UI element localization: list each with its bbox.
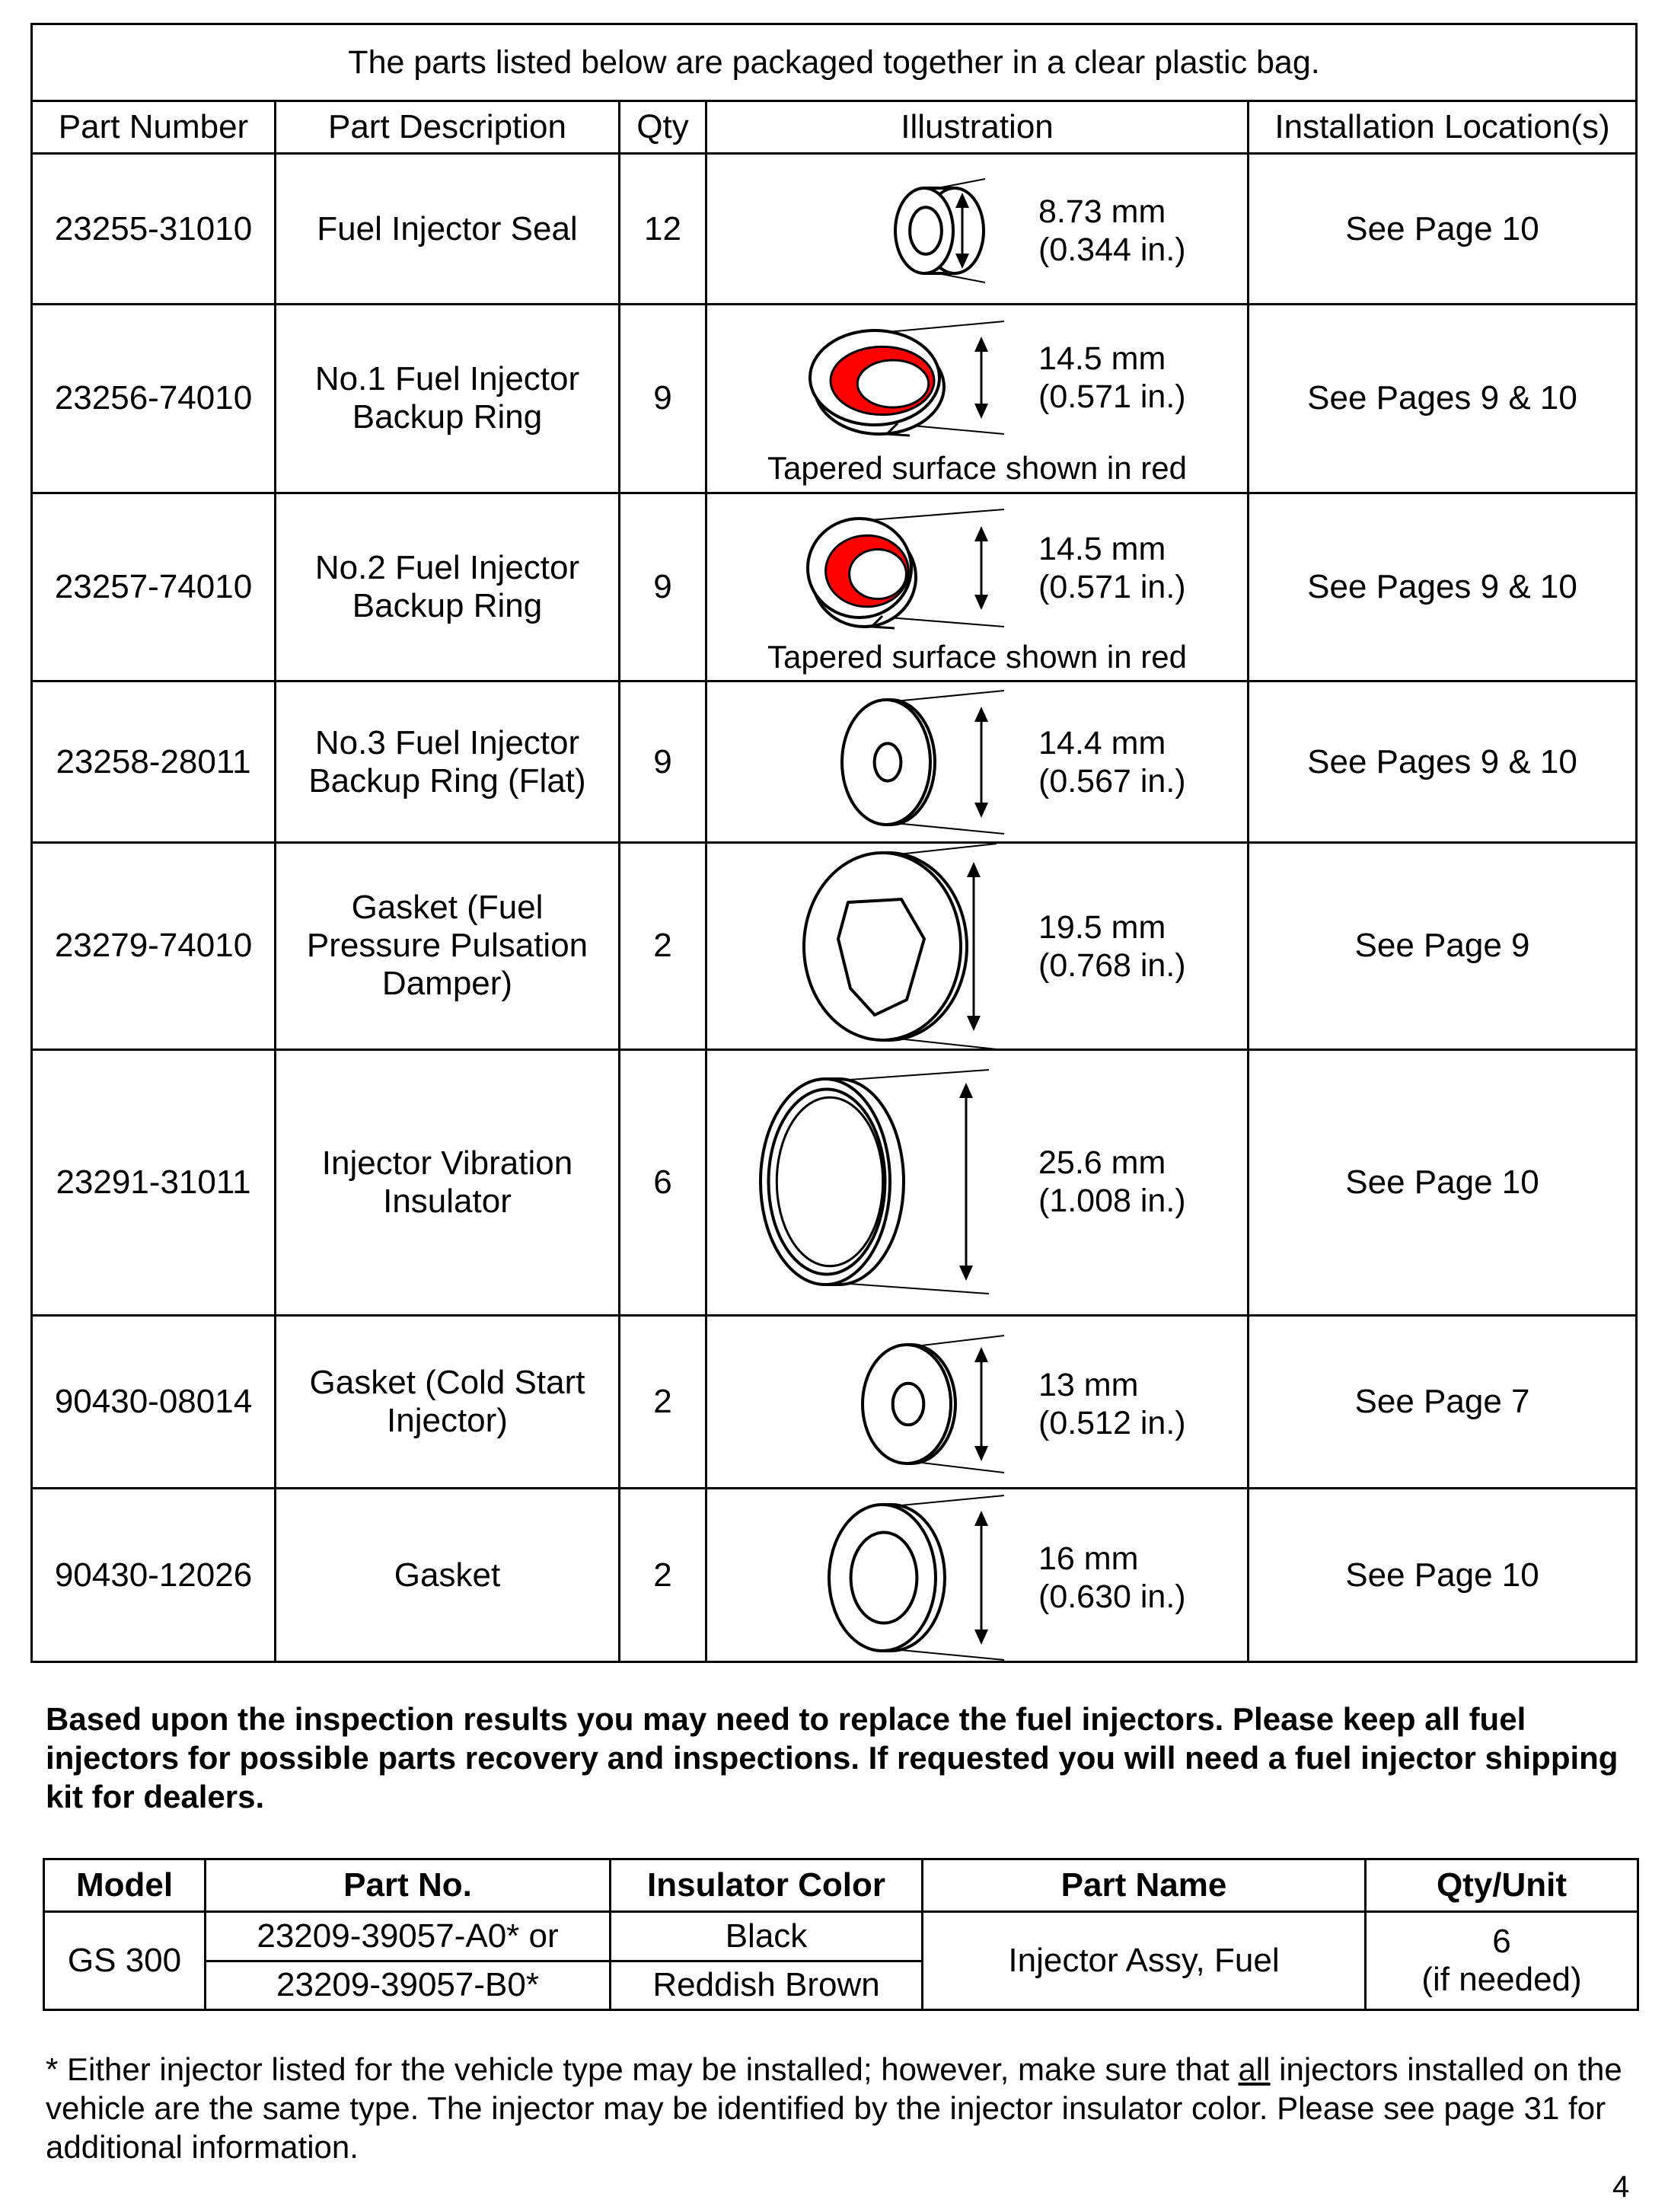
description-line: Gasket (Fuel xyxy=(351,889,544,927)
ring-extension-line-bottom xyxy=(838,1283,989,1294)
installation-location-cell: See Pages 9 & 10 xyxy=(1249,493,1637,681)
header-qty-unit: Qty/Unit xyxy=(1366,1859,1638,1912)
ring-extension-line-top xyxy=(838,1070,989,1080)
part-number-cell: 23257-74010 xyxy=(32,493,276,681)
parts-table-body xyxy=(32,154,1637,1662)
dimension-arrow-head-top xyxy=(974,526,988,541)
part-description-cell xyxy=(276,842,620,1049)
description-line: No.1 Fuel Injector xyxy=(314,360,580,398)
ring-outer-edge xyxy=(829,1505,936,1651)
dimension-in: (0.571 in.) xyxy=(1038,568,1186,605)
dimension-in: (0.344 in.) xyxy=(1038,231,1186,269)
parts-row-90430-12026 xyxy=(32,1489,1637,1662)
header-part-no: Part No. xyxy=(206,1859,611,1912)
ring-extension-line-bottom xyxy=(893,1649,1004,1660)
part-number-cell: 90430-12026 xyxy=(32,1489,276,1662)
dimension-arrow-head-top xyxy=(974,1511,988,1526)
description-line: Damper) xyxy=(381,965,513,1003)
color-b: Reddish Brown xyxy=(611,1961,923,2010)
part-no-b: 23209-39057-B0* xyxy=(206,1961,611,2010)
description-line: Backup Ring xyxy=(352,398,543,436)
parts-table xyxy=(30,23,1638,1663)
part-name-cell: Injector Assy, Fuel xyxy=(923,1912,1366,2010)
installation-location-cell: See Pages 9 & 10 xyxy=(1249,304,1637,493)
description-line: No.2 Fuel Injector xyxy=(314,548,580,586)
ring-extension-line-bottom xyxy=(898,1039,997,1049)
dimension-in: (0.630 in.) xyxy=(1038,1578,1186,1616)
installation-location-cell: See Page 9 xyxy=(1249,842,1637,1049)
ring-outer-edge xyxy=(863,1345,951,1463)
dimension-arrow-head-bottom xyxy=(974,595,988,610)
description-line: Insulator xyxy=(383,1182,512,1220)
parts-row-23256-74010 xyxy=(32,304,1637,493)
dimension-mm: 16 mm xyxy=(1038,1540,1139,1578)
dimension-arrow-head-bottom xyxy=(959,1266,973,1281)
dimension-label xyxy=(1038,1144,1186,1220)
injector-row-a xyxy=(44,1912,1638,1961)
qty-cell: 12 xyxy=(620,154,706,304)
model-cell: GS 300 xyxy=(44,1912,206,2010)
part-description-cell xyxy=(276,681,620,843)
ring-extension-line-top xyxy=(895,691,1004,701)
header-illustration: Illustration xyxy=(706,101,1249,154)
footnote xyxy=(46,2050,1629,2166)
part-description-cell xyxy=(276,154,620,304)
illustration-cell xyxy=(706,1049,1249,1315)
illustration-note: Tapered surface shown in red xyxy=(767,449,1187,486)
dimension-arrow-head-top xyxy=(974,707,988,722)
installation-location-cell: See Page 10 xyxy=(1249,1489,1637,1662)
dimension-arrow-head-top xyxy=(967,862,981,877)
header-model: Model xyxy=(44,1859,206,1912)
ring-extension-line-top xyxy=(916,1336,1004,1346)
ring-outer-edge xyxy=(761,1079,890,1285)
dimension-arrow-head-top xyxy=(974,1347,988,1362)
description-line: Pressure Pulsation xyxy=(306,927,588,965)
part-number-cell: 23256-74010 xyxy=(32,304,276,493)
qty-cell: 6 xyxy=(620,1049,706,1315)
description-line: Injector Vibration xyxy=(321,1144,573,1182)
parts-table-header-row xyxy=(32,101,1637,154)
installation-location-cell: See Pages 9 & 10 xyxy=(1249,681,1637,843)
dimension-in: (0.571 in.) xyxy=(1038,378,1186,415)
ring-extension-line-bottom xyxy=(916,1462,1004,1473)
part-number-cell: 23279-74010 xyxy=(32,842,276,1049)
part-description-cell xyxy=(276,493,620,681)
dimension-in: (0.768 in.) xyxy=(1038,946,1186,984)
installation-location-cell: See Page 7 xyxy=(1249,1315,1637,1489)
qty-cell: 9 xyxy=(620,304,706,493)
header-part-number: Part Number xyxy=(32,101,276,154)
parts-table-caption-row xyxy=(32,24,1637,101)
illustration-cell xyxy=(706,681,1249,843)
ring-extension-line-top xyxy=(893,1495,1004,1506)
dimension-arrow-head-bottom xyxy=(974,1629,988,1645)
dimension-in: (0.512 in.) xyxy=(1038,1404,1186,1441)
ring-extension-line-bottom xyxy=(895,823,1004,834)
parts-row-23279-74010 xyxy=(32,842,1637,1049)
dimension-mm: 13 mm xyxy=(1038,1366,1139,1403)
illustration-cell xyxy=(706,154,1249,304)
header-qty: Qty xyxy=(620,101,706,154)
dimension-arrow-head-bottom xyxy=(967,1016,981,1031)
injector-table-header-row xyxy=(44,1859,1638,1912)
description-line: Backup Ring xyxy=(352,586,543,624)
page-number: 4 xyxy=(1612,2170,1630,2204)
part-number-cell: 90430-08014 xyxy=(32,1315,276,1489)
ring-extension-line-top xyxy=(898,844,997,854)
footnote-text-after: injectors installed on the vehicle are the same type. The injector may be identified by the injector insulator color. Please see page 31 for additional information. xyxy=(46,2051,1622,2165)
ring-extension-line-top xyxy=(888,321,1004,332)
part-description-cell xyxy=(276,304,620,493)
qty-cell: 2 xyxy=(620,1315,706,1489)
dimension-mm: 14.5 mm xyxy=(1038,530,1166,567)
part-description-cell xyxy=(276,1315,620,1489)
parts-row-23258-28011 xyxy=(32,681,1637,843)
parts-row-23257-74010 xyxy=(32,493,1637,681)
dimension-mm: 14.5 mm xyxy=(1038,340,1166,377)
ring-outer-edge xyxy=(895,188,953,273)
inspection-paragraph: Based upon the inspection results you may need to replace the fuel injectors. Please keep all fuel injectors for possible parts recovery and inspections. If requested you will need a fuel injector shipping kit for dealers. xyxy=(46,1701,1619,1815)
footnote-text-before: * Either injector listed for the vehicle type may be installed; however, make sure that xyxy=(46,2051,1239,2087)
part-number-cell: 23255-31010 xyxy=(32,154,276,304)
illustration-cell xyxy=(706,1489,1249,1662)
header-part-name: Part Name xyxy=(923,1859,1366,1912)
dimension-label xyxy=(1038,1366,1186,1442)
illustration-cell xyxy=(706,304,1249,493)
dimension-arrow-head-bottom xyxy=(974,1446,988,1461)
description-line: Fuel Injector Seal xyxy=(317,209,578,247)
ring-inner-hole xyxy=(850,549,907,598)
dimension-label xyxy=(1038,1540,1186,1616)
parts-row-23255-31010 xyxy=(32,154,1637,304)
installation-location-cell: See Page 10 xyxy=(1249,1049,1637,1315)
dimension-label xyxy=(1038,340,1186,416)
part-number-cell: 23291-31011 xyxy=(32,1049,276,1315)
ring-extension-line-top xyxy=(870,509,1004,520)
dimension-mm: 25.6 mm xyxy=(1038,1144,1166,1181)
parts-row-23291-31011 xyxy=(32,1049,1637,1315)
qty-cell: 2 xyxy=(620,1489,706,1662)
dimension-in: (1.008 in.) xyxy=(1038,1182,1186,1219)
description-line: Gasket (Cold Start xyxy=(309,1363,585,1401)
illustration-note: Tapered surface shown in red xyxy=(767,638,1187,675)
color-a: Black xyxy=(611,1912,923,1961)
dimension-arrow-head-top xyxy=(974,337,988,352)
illustration-cell xyxy=(706,1315,1249,1489)
qty-cell: 2 xyxy=(620,842,706,1049)
dimension-arrow-head-bottom xyxy=(974,803,988,818)
qty-unit-value: 6 xyxy=(1492,1923,1511,1960)
illustration-cell xyxy=(706,842,1249,1049)
qty-unit-note: (if needed) xyxy=(1421,1961,1582,1998)
description-line: Gasket xyxy=(394,1556,501,1594)
description-line: Injector) xyxy=(387,1401,508,1439)
part-description-cell xyxy=(276,1049,620,1315)
header-insulator-color: Insulator Color xyxy=(611,1859,923,1912)
installation-location-cell: See Page 10 xyxy=(1249,154,1637,304)
part-description-cell xyxy=(276,1489,620,1662)
parts-table-caption: The parts listed below are packaged together in a clear plastic bag. xyxy=(32,24,1637,101)
dimension-mm: 19.5 mm xyxy=(1038,908,1166,946)
dimension-mm: 14.4 mm xyxy=(1038,725,1166,762)
qty-cell: 9 xyxy=(620,493,706,681)
description-line: No.3 Fuel Injector xyxy=(314,723,580,761)
ring-outer-edge xyxy=(842,700,930,825)
header-installation-location: Installation Location(s) xyxy=(1249,101,1637,154)
injector-table xyxy=(43,1858,1639,2011)
part-no-a: 23209-39057-A0* or xyxy=(206,1912,611,1961)
qty-unit-cell xyxy=(1366,1912,1638,2010)
description-line: Backup Ring (Flat) xyxy=(308,761,586,800)
parts-row-90430-08014 xyxy=(32,1315,1637,1489)
ring-inner-hole xyxy=(857,360,929,407)
dimension-label xyxy=(1038,530,1186,606)
footnote-underlined-word: all xyxy=(1238,2051,1271,2087)
dimension-arrow-head-top xyxy=(959,1083,973,1098)
qty-cell: 9 xyxy=(620,681,706,843)
illustration-cell xyxy=(706,493,1249,681)
header-part-description: Part Description xyxy=(276,101,620,154)
dimension-in: (0.567 in.) xyxy=(1038,763,1186,800)
dimension-label xyxy=(1038,193,1186,269)
dimension-label xyxy=(1038,908,1186,985)
dimension-arrow-head-bottom xyxy=(974,404,988,419)
dimension-label xyxy=(1038,724,1186,800)
part-number-cell: 23258-28011 xyxy=(32,681,276,843)
dimension-mm: 8.73 mm xyxy=(1038,193,1166,231)
